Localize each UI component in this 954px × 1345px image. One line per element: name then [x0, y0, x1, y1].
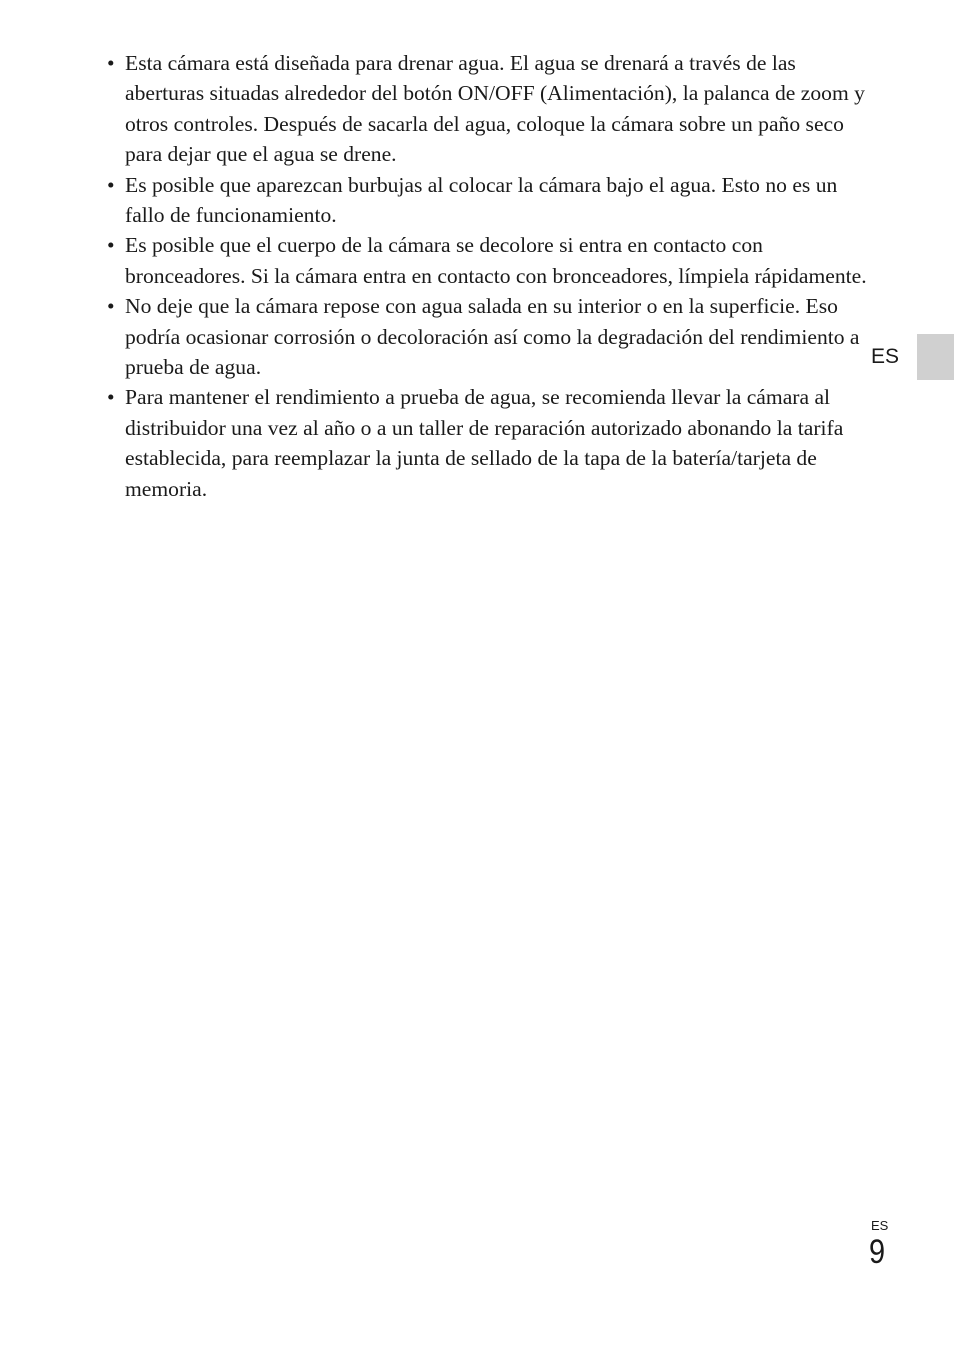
- bullet-icon: •: [107, 233, 115, 258]
- bullet-icon: •: [107, 51, 115, 75]
- language-tab-label: ES: [871, 345, 900, 368]
- bullet-icon: •: [107, 172, 115, 197]
- bullet-text: Para mantener el rendimiento a prueba de agua, se recomienda llevar la cámara al distribuidor una vez al año o a un taller de reparación autorizado abonando la tarifa establecida, para reemplazar la junta de sellado de la tapa de la batería/tarjeta de memoria.: [125, 385, 844, 501]
- language-side-tab: [917, 334, 954, 380]
- bullet-item-saltwater: [107, 291, 867, 382]
- bullet-item-sunscreen: [107, 230, 867, 291]
- bullet-text: No deje que la cámara repose con agua salada en su interior o en la superficie. Eso podría ocasionar corrosión o decoloración así como la degradación del rendimiento a prueba de agua.: [125, 294, 860, 380]
- precautions-list: [107, 48, 867, 504]
- bullet-text: Esta cámara está diseñada para drenar agua. El agua se drenará a través de las aberturas situadas alrededor del botón ON/OFF (Alimentación), la palanca de zoom y otros controles. Después de sacarla del agua, coloque la cámara sobre un paño seco para dejar que el agua se drene.: [125, 51, 865, 167]
- bullet-icon: •: [107, 294, 115, 319]
- bullet-item-drain: [107, 48, 867, 170]
- page-language-label: ES: [871, 1218, 889, 1233]
- bullet-item-bubbles: [107, 170, 867, 231]
- bullet-item-maintenance: [107, 382, 867, 504]
- bullet-text: Es posible que el cuerpo de la cámara se decolore si entra en contacto con bronceadores. Si la cámara entra en contacto con bronceadores, límpiela rápidamente.: [125, 233, 867, 288]
- bullet-text: Es posible que aparezcan burbujas al colocar la cámara bajo el agua. Esto no es un fallo de funcionamiento.: [125, 172, 838, 228]
- bullet-icon: •: [107, 385, 115, 410]
- page-number: 9: [869, 1233, 886, 1271]
